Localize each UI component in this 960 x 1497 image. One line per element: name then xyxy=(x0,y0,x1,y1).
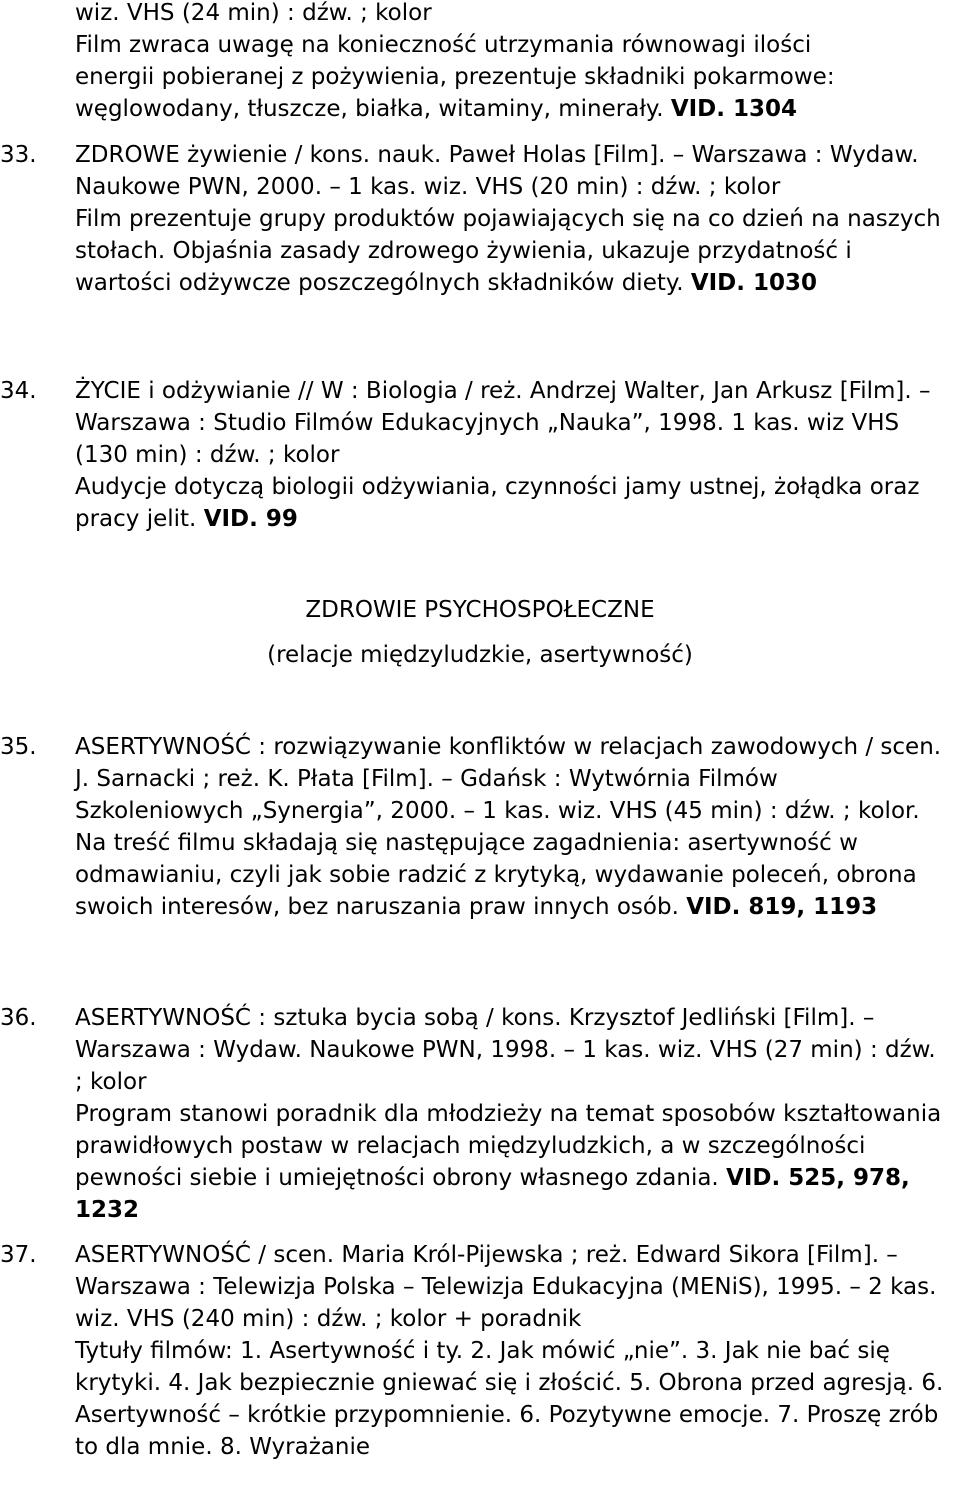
entry-number: 36. xyxy=(0,1005,37,1031)
entry-number: 37. xyxy=(0,1242,37,1268)
entry-description-text: Na treść filmu składają się następujące zagadnienia: asertywność w odmawianiu, czyli jak sobie radzić z krytyką, wydawanie poleceń, obrona swoich interesów, bez naruszania praw innych osób. xyxy=(75,830,917,920)
entry-description xyxy=(75,827,950,923)
entry-citation: ASERTYWNOŚĆ / scen. Maria Król-Pijewska ; reż. Edward Sikora [Film]. – Warszawa : Telewizja Polska – Telewizja Edukacyjna (MENiS), 1995. – 2 kas. wiz. VHS (240 min) : dźw. ; kolor + poradnik xyxy=(75,1242,937,1332)
entry-citation: ASERTYWNOŚĆ : rozwiązywanie konfliktów w relacjach zawodowych / scen. J. Sarnacki ; reż. K. Płata [Film]. – Gdańsk : Wytwórnia Filmów Szkoleniowych „Synergia”, 2000. – 1 kas. wiz. VHS (45 min) : dźw. ; kolor. xyxy=(75,734,942,824)
entry-number: 34. xyxy=(0,378,37,404)
intro-line: energii pobieranej z pożywienia, prezentuje składniki pokarmowe: xyxy=(75,64,835,90)
entry-number: 33. xyxy=(0,142,37,168)
entry-description xyxy=(75,203,950,299)
section-title: ZDROWIE PSYCHOSPOŁECZNE xyxy=(305,597,655,623)
entry-description xyxy=(75,1098,950,1226)
entry-description-text: Film prezentuje grupy produktów pojawiających się na co dzień na naszych stołach. Objaśnia zasady zdrowego żywienia, ukazuje przydatność i wartości odżywcze poszczególnych składników diety. xyxy=(75,206,941,296)
vid-number: VID. 1030 xyxy=(690,270,818,296)
entry-text xyxy=(75,375,950,535)
entry-citation: ASERTYWNOŚĆ : sztuka bycia sobą / kons. Krzysztof Jedliński [Film]. – Warszawa : Wydaw. Naukowe PWN, 1998. – 1 kas. wiz. VHS (27 min) : dźw. ; kolor xyxy=(75,1005,936,1095)
entry-description-text: Audycje dotyczą biologii odżywiania, czynności jamy ustnej, żołądka oraz pracy jelit. xyxy=(75,474,920,532)
vid-number: VID. 525, 978, 1232 xyxy=(75,1165,910,1223)
entry-description xyxy=(75,471,950,535)
catalog-entry-34 xyxy=(0,375,960,535)
vid-number: VID. 1304 xyxy=(670,96,798,122)
section-heading xyxy=(0,594,960,671)
previous-entry-continuation xyxy=(75,0,955,125)
intro-last-line: węglowodany, tłuszcze, białka, witaminy, minerały. xyxy=(75,96,664,122)
entry-citation: ZDROWE żywienie / kons. nauk. Paweł Holas [Film]. – Warszawa : Wydaw. Naukowe PWN, 2000. – 1 kas. wiz. VHS (20 min) : dźw. ; kolor xyxy=(75,142,919,200)
catalog-entry-37 xyxy=(0,1239,960,1463)
entry-description-text: Program stanowi poradnik dla młodzieży na temat sposobów kształtowania prawidłowych postaw w relacjach międzyludzkich, a w szczególności pewności siebie i umiejętności obrony własnego zdania. xyxy=(75,1101,942,1191)
section-subtitle: (relacje międzyludzkie, asertywność) xyxy=(267,642,693,668)
entry-number: 35. xyxy=(0,734,37,760)
entry-description: Tytuły filmów: 1. Asertywność i ty. 2. Jak mówić „nie”. 3. Jak nie bać się krytyki. 4. Jak bezpiecznie gniewać się i złościć. 5. Obrona przed agresją. 6. Asertywność – krótkie przypomnienie. 6. Pozytywne emocje. 7. Proszę zrób to dla mnie. 8. Wyrażanie xyxy=(75,1338,944,1460)
intro-line: Film zwraca uwagę na konieczność utrzymania równowagi ilości xyxy=(75,32,812,58)
catalog-entry-36 xyxy=(0,1002,960,1226)
vid-number: VID. 99 xyxy=(203,506,298,532)
entry-text xyxy=(75,1239,950,1463)
entry-text xyxy=(75,731,950,923)
catalog-entry-35 xyxy=(0,731,960,923)
catalog-entry-33 xyxy=(0,139,960,299)
intro-line: wiz. VHS (24 min) : dźw. ; kolor xyxy=(75,0,432,26)
entry-text xyxy=(75,1002,950,1226)
intro-line xyxy=(75,93,955,125)
vid-number: VID. 819, 1193 xyxy=(686,894,878,920)
entry-citation: ŻYCIE i odżywianie // W : Biologia / reż. Andrzej Walter, Jan Arkusz [Film]. – Warszawa : Studio Filmów Edukacyjnych „Nauka”, 1998. 1 kas. wiz VHS (130 min) : dźw. ; kolor xyxy=(75,378,931,468)
entry-text xyxy=(75,139,950,299)
